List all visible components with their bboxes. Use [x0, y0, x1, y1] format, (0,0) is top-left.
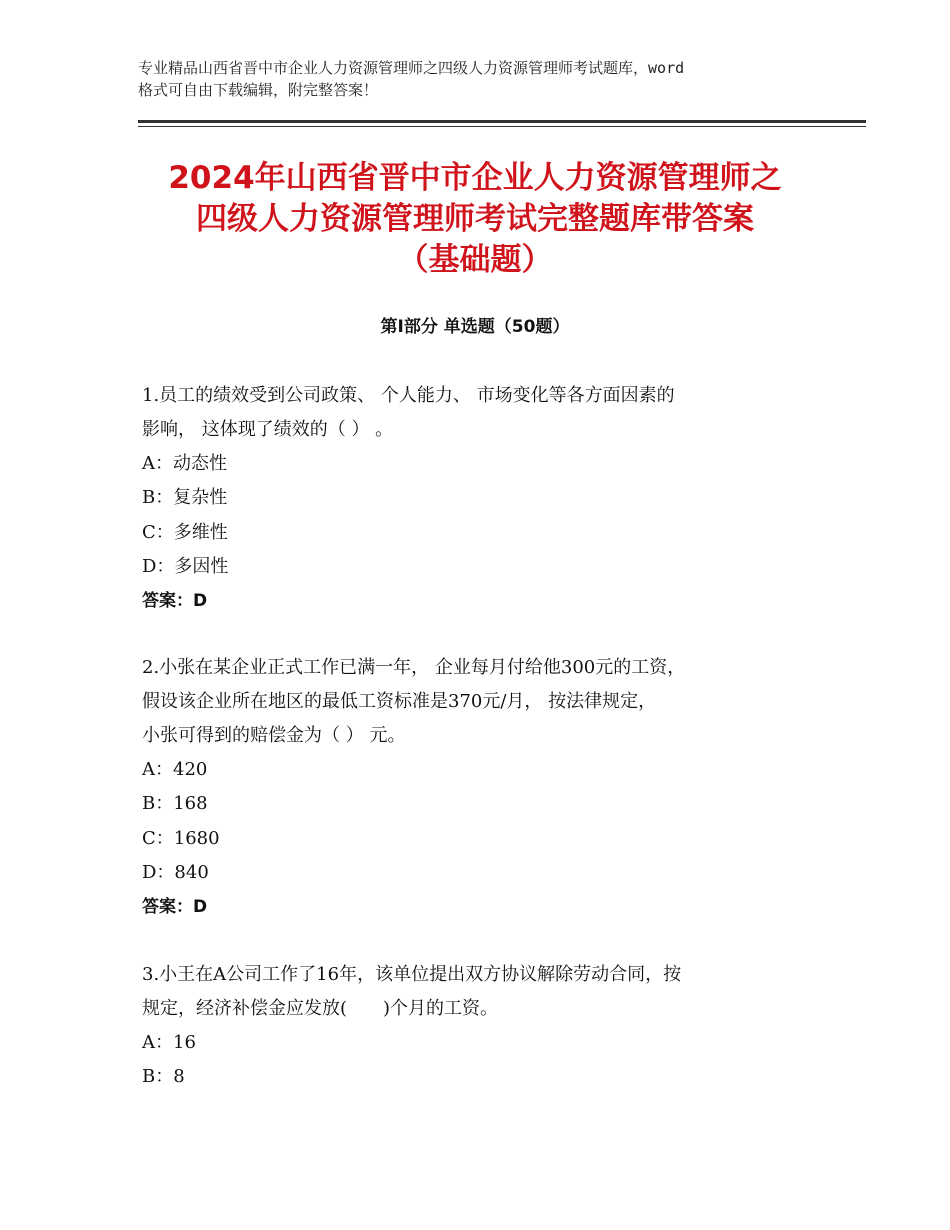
header-divider-thin: [138, 126, 866, 127]
question-1: [142, 379, 842, 618]
header-divider-thick: [138, 120, 866, 123]
option-a: A：16: [142, 1032, 196, 1053]
question-3: [142, 958, 842, 1095]
section-heading: 第Ⅰ部分 单选题（50题）: [380, 317, 570, 337]
answer-line: 答案：D: [142, 897, 208, 918]
option-c: C：多维性: [142, 521, 228, 543]
question-stem-line: 假设该企业所在地区的最低工资标准是370元/月， 按法律规定，: [142, 691, 657, 712]
title-line: （基础题）: [397, 242, 553, 278]
question-stem-line: 规定，经济补偿金应发放( )个月的工资。: [142, 998, 499, 1019]
answer-line: 答案：D: [142, 591, 208, 612]
header-note: [138, 57, 838, 101]
option-d: D：840: [142, 861, 209, 883]
header-note-line: 专业精品山西省晋中市企业人力资源管理师之四级人力资源管理师考试题库，word: [138, 59, 685, 77]
question-stem-line: 2.小张在某企业正式工作已满一年， 企业每月付给他300元的工资，: [142, 657, 686, 678]
title-line: 2024年山西省晋中市企业人力资源管理师之: [168, 160, 782, 196]
option-c: C：1680: [142, 827, 220, 849]
question-stem-line: 小张可得到的赔偿金为（ ） 元。: [142, 725, 406, 746]
option-a: A：动态性: [142, 453, 227, 474]
question-stem-line: 影响， 这体现了绩效的（ ） 。: [142, 419, 394, 440]
option-d: D：多因性: [142, 555, 229, 577]
question-stem-line: 1.员工的绩效受到公司政策、 个人能力、 市场变化等各方面因素的: [142, 385, 675, 406]
header-note-line: 格式可自由下载编辑，附完整答案！: [138, 81, 379, 99]
document-title: [100, 158, 850, 281]
question-2: [142, 651, 842, 924]
option-b: B：8: [142, 1066, 185, 1088]
question-stem-line: 3.小王在A公司工作了16年，该单位提出双方协议解除劳动合同，按: [142, 964, 682, 985]
title-line: 四级人力资源管理师考试完整题库带答案: [196, 201, 754, 237]
option-b: B：168: [142, 793, 208, 815]
option-b: B：复杂性: [142, 487, 228, 509]
option-a: A：420: [142, 759, 208, 780]
